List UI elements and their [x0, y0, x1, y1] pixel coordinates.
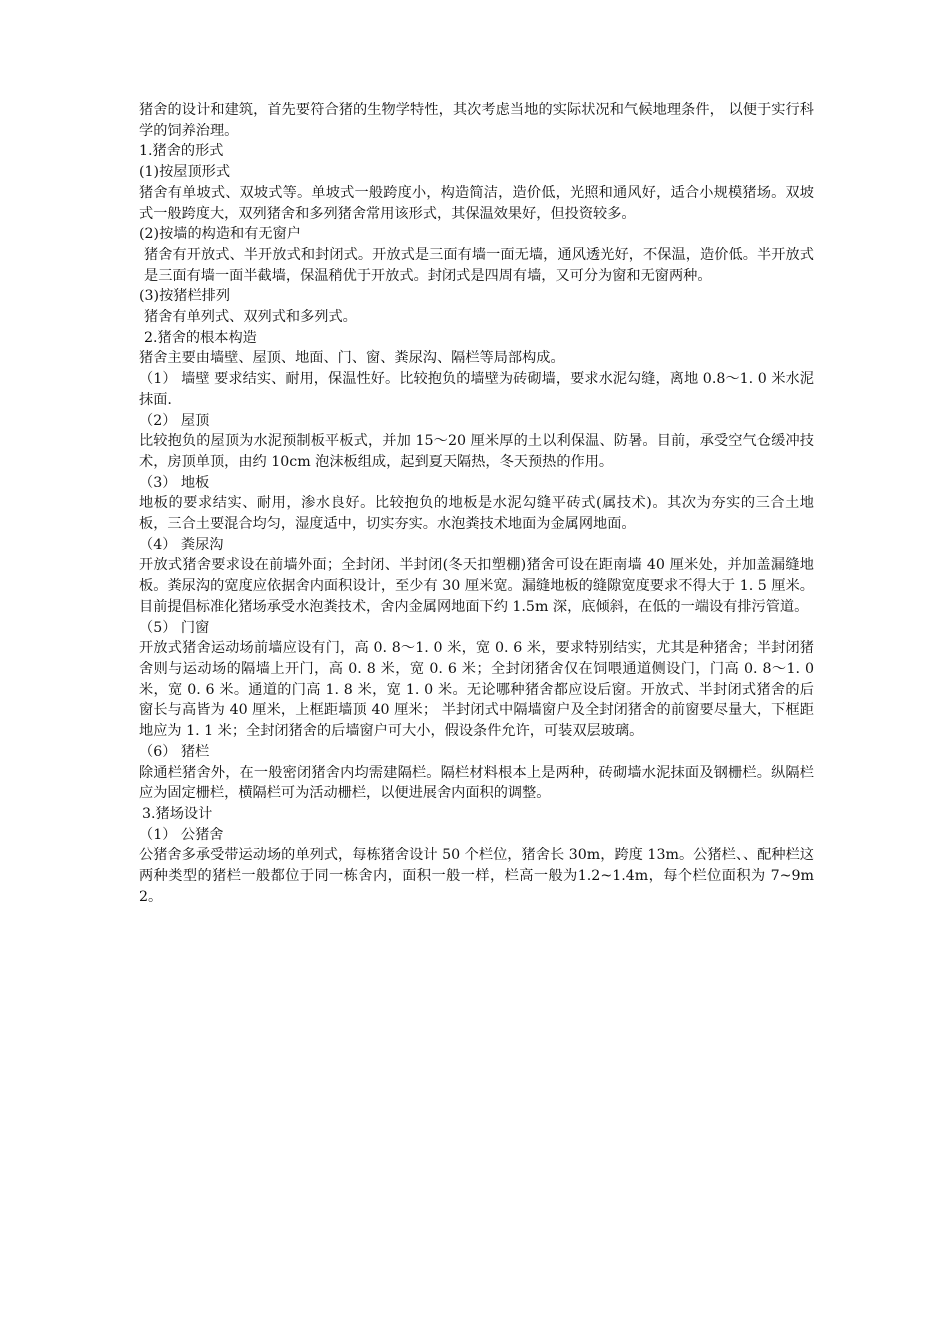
subsection-heading-roof: (1)按屋顶形式 — [139, 164, 231, 181]
subsection-heading-wall: (2)按墙的构造和有无窗户 — [139, 226, 301, 243]
paragraph-ceiling: 比较抱负的屋顶为水泥预制板平板式，并加 15～20 厘米厚的土以利保温、防暑。目前，承受空气仓缓冲技术，房顶单顶，由约 10cm 泡沫板组成，起到夏天隔热，冬天预热的作用。 — [139, 433, 814, 470]
subsection-heading-floor: （3） 地板 — [139, 474, 210, 491]
paragraph-walls: （1） 墙壁 要求结实、耐用，保温性好。比较抱负的墙壁为砖砌墙，要求水泥勾缝，离地 0.8～1. 0 米水泥抹面. — [139, 371, 814, 408]
subsection-heading-boar-house: （1） 公猪舍 — [139, 826, 224, 843]
paragraph-doors-windows: 开放式猪舍运动场前墙应设有门，高 0. 8～1. 0 米，宽 0. 6 米，要求特别结实，尤其是种猪舍；半封闭猪舍则与运动场的隔墙上开门，高 0. 8 米，宽 0. 6 米；全封闭猪舍仅在饲喂通道侧设门，门高 0. 8～1. 0 米，宽 0. 6 米。通道的门高 1. 8 米，宽 1. 0 米。无论哪种猪舍都应设后窗。开放式、半封闭式猪舍的后窗长与高皆为 40 厘米，上框距墙顶 40 厘米； 半封闭式中隔墙窗户及全封闭猪舍的前窗要尽量大，下框距地应为 1. 1 米；全封闭猪舍的后墙窗户可大小，假设条件允许，可装双层玻璃。 — [139, 640, 814, 740]
paragraph-wall: 猪舍有开放式、半开放式和封闭式。开放式是三面有墙一面无墙，通风透光好，不保温，造价低。半开放式是三面有墙一面半截墙，保温稍优于开放式。封闭式是四周有墙，又可分为窗和无窗两种。 — [144, 246, 814, 284]
subsection-heading-ceiling: （2） 屋顶 — [139, 412, 210, 429]
intro-paragraph: 猪舍的设计和建筑，首先要符合猪的生物学特性，其次考虑当地的实际状况和气候地理条件， 以便于实行科学的饲养治理。 — [139, 102, 814, 139]
paragraph-roof: 猪舍有单坡式、双坡式等。单坡式一般跨度小，构造简洁，造价低，光照和通风好，适合小规模猪场。双坡式一般跨度大，双列猪舍和多列猪舍常用该形式，其保温效果好，但投资较多。 — [139, 184, 814, 222]
section-heading-3: 3.猪场设计 — [142, 805, 213, 822]
paragraph-pen-layout: 猪舍有单列式、双列式和多列式。 — [144, 309, 357, 326]
section-heading-1: 1.猪舍的形式 — [139, 143, 224, 160]
paragraph-floor: 地板的要求结实、耐用，渗水良好。比较抱负的地板是水泥勾缝平砖式(属技术)。其次为夯实的三合土地板，三合土要混合均匀，湿度适中，切实夯实。水泡粪技术地面为金属网地面。 — [139, 495, 814, 533]
document-body — [139, 100, 814, 907]
subsection-heading-pen-layout: (3)按猪栏排列 — [139, 288, 231, 305]
subsection-heading-doors-windows: （5） 门窗 — [139, 619, 210, 636]
subsection-heading-manure-ditch: （4） 粪尿沟 — [139, 536, 224, 553]
subsection-heading-pens: （6） 猪栏 — [139, 743, 210, 760]
paragraph-structure: 猪舍主要由墙壁、屋顶、地面、门、窗、粪尿沟、隔栏等局部构成。 — [139, 350, 565, 367]
paragraph-manure-ditch: 开放式猪舍要求设在前墙外面；全封闭、半封闭(冬天扣塑棚)猪舍可设在距南墙 40 厘米处，并加盖漏缝地板。粪尿沟的宽度应依据舍内面积设计，至少有 30 厘米宽。漏缝地板的缝隙宽度要求不得大于 1. 5 厘米。目前提倡标准化猪场承受水泡粪技术，舍内金属网地面下约 1.5m 深，底倾斜，在低的一端设有排污管道。 — [139, 557, 814, 615]
paragraph-pens: 除通栏猪舍外，在一般密闭猪舍内均需建隔栏。隔栏材料根本上是两种，砖砌墙水泥抹面及钢栅栏。纵隔栏应为固定栅栏，横隔栏可为活动栅栏，以便进展舍内面积的调整。 — [139, 764, 814, 802]
paragraph-boar-house: 公猪舍多承受带运动场的单列式，每栋猪舍设计 50 个栏位，猪舍长 30m，跨度 13m。公猪栏、、配种栏这两种类型的猪栏一般都位于同一栋舍内，面积一般一样，栏高一般为1.2~1.4m，每个栏位面积为 7~9m2。 — [139, 847, 814, 905]
section-heading-2: 2.猪舍的根本构造 — [144, 329, 257, 346]
